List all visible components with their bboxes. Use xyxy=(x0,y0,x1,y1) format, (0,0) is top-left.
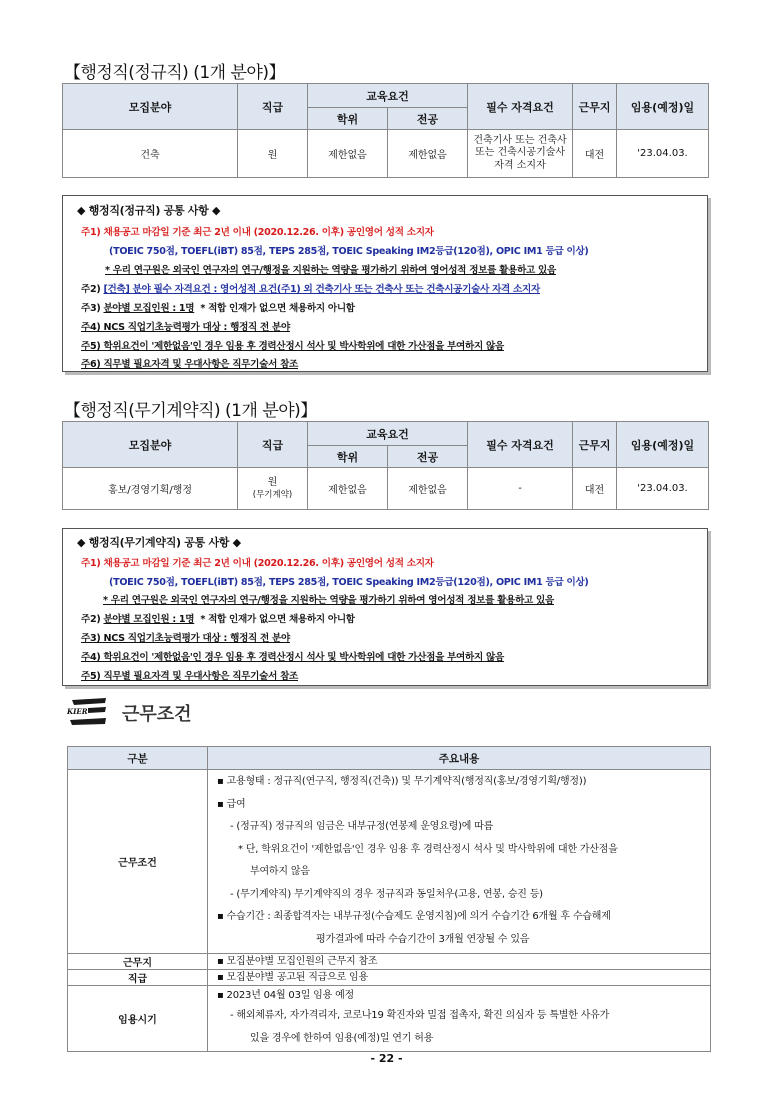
contract-notes-title: ◆ 행정직(무기계약직) 공통 사항 ◆ xyxy=(77,536,241,549)
content-line: ▪ 모집분야별 모집인원의 근무지 참조 xyxy=(217,956,378,967)
header-rank: 직급 xyxy=(238,84,308,130)
cell-rank xyxy=(238,468,308,510)
rank-line: (무기계약) xyxy=(252,489,293,500)
note-2-text: 분야별 모집인원 : 1명 xyxy=(103,614,195,625)
kier-logo-text: KIER xyxy=(67,707,88,716)
conditions-title: 근무조건 xyxy=(122,704,192,725)
content-line: 부여하지 않음 xyxy=(250,866,310,877)
regular-notes-box xyxy=(62,195,708,372)
regular-section-title: 【행정직(정규직) (1개 분야)】 xyxy=(64,63,285,83)
cell-rank: 원 xyxy=(238,130,308,178)
location-label: 근무지 xyxy=(68,954,208,970)
cell-field: 홍보/경영기획/행정 xyxy=(63,468,238,510)
work-content xyxy=(208,770,711,954)
note-prefix: 주2) xyxy=(81,614,104,625)
rank-content xyxy=(208,970,711,986)
table-row xyxy=(68,970,711,986)
header-date: 임용(예정)일 xyxy=(617,84,709,130)
note-4: 주4) 학위요건이 '제한없음'인 경우 임용 후 경력산정시 석사 및 박사학위에 대한 가산점을 부여하지 않음 xyxy=(81,652,504,663)
header-degree: 학위 xyxy=(308,446,388,468)
header-content: 주요내용 xyxy=(208,747,711,770)
cell-qualification xyxy=(468,130,573,178)
note-2 xyxy=(81,611,355,625)
rank-line: 원 xyxy=(267,476,278,488)
header-location: 근무지 xyxy=(573,422,617,468)
note-3: 주3) NCS 직업기초능력평가 대상 : 행정직 전 분야 xyxy=(81,633,290,644)
table-row xyxy=(63,130,709,178)
note-3 xyxy=(81,300,355,314)
cell-date: '23.04.03. xyxy=(617,468,709,510)
location-content xyxy=(208,954,711,970)
header-major: 전공 xyxy=(388,446,468,468)
header-rank: 직급 xyxy=(238,422,308,468)
table-row xyxy=(63,468,709,510)
note-2 xyxy=(81,281,540,295)
work-label: 근무조건 xyxy=(68,770,208,954)
content-line: 있을 경우에 한하여 임용(예정)일 연기 허용 xyxy=(250,1032,434,1044)
note-1-scores: (TOEIC 750점, TOEFL(iBT) 85점, TEPS 285점, TOEIC Speaking IM2등급(120점), OPIC IM1 등급 이상) xyxy=(109,246,589,257)
contract-section-title: 【행정직(무기계약직) (1개 분야)】 xyxy=(64,401,317,421)
note-1-remark: * 우리 연구원은 외국인 연구자의 연구/행정을 지원하는 역량을 평가하기 위하여 영어성적 정보를 활용하고 있음 xyxy=(103,595,554,606)
cell-location: 대전 xyxy=(573,130,617,178)
qual-line: 건축기사 또는 건축사 xyxy=(473,134,567,146)
conditions-table xyxy=(67,746,711,1052)
cell-qualification: - xyxy=(468,468,573,510)
content-line: ▪ 급여 xyxy=(217,798,246,810)
note-2-remark: * 적합 인재가 없으면 채용하지 아니함 xyxy=(194,614,355,625)
header-date: 임용(예정)일 xyxy=(617,422,709,468)
note-2-text: [건축] 분야 필수 자격요건 : 영어성적 요건(주1) 외 건축기사 또는 건축사 또는 건축시공기술사 자격 소지자 xyxy=(103,284,540,295)
table-row xyxy=(68,954,711,970)
regular-notes-title: ◆ 행정직(정규직) 공통 사항 ◆ xyxy=(77,204,221,217)
header-field: 모집분야 xyxy=(63,84,238,130)
note-4: 주4) NCS 직업기초능력평가 대상 : 행정직 전 분야 xyxy=(81,322,290,333)
note-6: 주6) 직무별 필요자격 및 우대사항은 직무기술서 참조 xyxy=(81,359,299,370)
note-1-scores: (TOEIC 750점, TOEFL(iBT) 85점, TEPS 285점, TOEIC Speaking IM2등급(120점), OPIC IM1 등급 이상) xyxy=(109,577,589,588)
header-location: 근무지 xyxy=(573,84,617,130)
qual-line: 또는 건축시공기술사 xyxy=(474,147,566,159)
header-category: 구분 xyxy=(68,747,208,770)
content-line: ▪ 모집분야별 공고된 직급으로 임용 xyxy=(217,972,368,983)
timing-content xyxy=(208,986,711,1052)
contract-table xyxy=(62,421,709,510)
table-row xyxy=(68,986,711,1052)
cell-major: 제한없음 xyxy=(388,130,468,178)
regular-table xyxy=(62,83,709,178)
page-number: - 22 - xyxy=(370,1052,403,1065)
cell-degree: 제한없음 xyxy=(308,468,388,510)
header-field: 모집분야 xyxy=(63,422,238,468)
cell-date: '23.04.03. xyxy=(617,130,709,178)
content-line: * 단, 학위요건이 '제한없음'인 경우 임용 후 경력산정시 석사 및 박사학위에 대한 가산점을 xyxy=(238,843,618,855)
header-education: 교육요건 xyxy=(308,422,468,446)
rank-label: 직급 xyxy=(68,970,208,986)
content-line: 평가결과에 따라 수습기간이 3개월 연장될 수 있음 xyxy=(316,933,530,945)
content-line: - (무기계약직) 무기계약직의 경우 정규직과 동일처우(고용, 연봉, 승진 등) xyxy=(230,888,543,900)
header-qualification: 필수 자격요건 xyxy=(468,422,573,468)
note-3-text: 분야별 모집인원 : 1명 xyxy=(103,303,195,314)
note-5: 주5) 직무별 필요자격 및 우대사항은 직무기술서 참조 xyxy=(81,671,299,682)
cell-degree: 제한없음 xyxy=(308,130,388,178)
content-line: ▪ 고용형태 : 정규직(연구직, 행정직(건축)) 및 무기계약직(행정직(홍보/경영기획/행정)) xyxy=(217,776,587,787)
content-line: - 해외체류자, 자가격리자, 코로나19 확진자와 밀접 접촉자, 확진 의심자 등 특별한 사유가 xyxy=(230,1010,610,1021)
note-1-remark: * 우리 연구원은 외국인 연구자의 연구/행정을 지원하는 역량을 평가하기 위하여 영어성적 정보를 활용하고 있음 xyxy=(105,265,556,276)
content-line: - (정규직) 정규직의 임금은 내부규정(연봉제 운영요령)에 따름 xyxy=(230,821,494,832)
header-qualification: 필수 자격요건 xyxy=(468,84,573,130)
note-5: 주5) 학위요건이 '제한없음'인 경우 임용 후 경력산정시 석사 및 박사학위에 대한 가산점을 부여하지 않음 xyxy=(81,341,504,352)
note-1: 주1) 채용공고 마감일 기준 최근 2년 이내 (2020.12.26. 이후) 공인영어 성적 소지자 xyxy=(81,227,434,238)
header-education: 교육요건 xyxy=(308,84,468,108)
kier-logo xyxy=(66,697,110,727)
table-row xyxy=(68,770,711,954)
cell-field: 건축 xyxy=(63,130,238,178)
note-1: 주1) 채용공고 마감일 기준 최근 2년 이내 (2020.12.26. 이후) 공인영어 성적 소지자 xyxy=(81,558,434,569)
cell-location: 대전 xyxy=(573,468,617,510)
header-degree: 학위 xyxy=(308,108,388,130)
qual-line: 자격 소지자 xyxy=(494,159,546,171)
contract-notes-box xyxy=(62,528,708,686)
timing-label: 임용시기 xyxy=(68,986,208,1052)
note-prefix: 주3) xyxy=(81,303,104,314)
header-major: 전공 xyxy=(388,108,468,130)
note-prefix: 주2) xyxy=(81,284,104,295)
note-3-remark: * 적합 인재가 없으면 채용하지 아니함 xyxy=(194,303,355,314)
content-line: ▪ 수습기간 : 최종합격자는 내부규정(수습제도 운영지침)에 의거 수습기간 6개월 후 수습해제 xyxy=(217,911,611,922)
content-line: ▪ 2023년 04월 03일 임용 예정 xyxy=(217,990,354,1001)
cell-major: 제한없음 xyxy=(388,468,468,510)
